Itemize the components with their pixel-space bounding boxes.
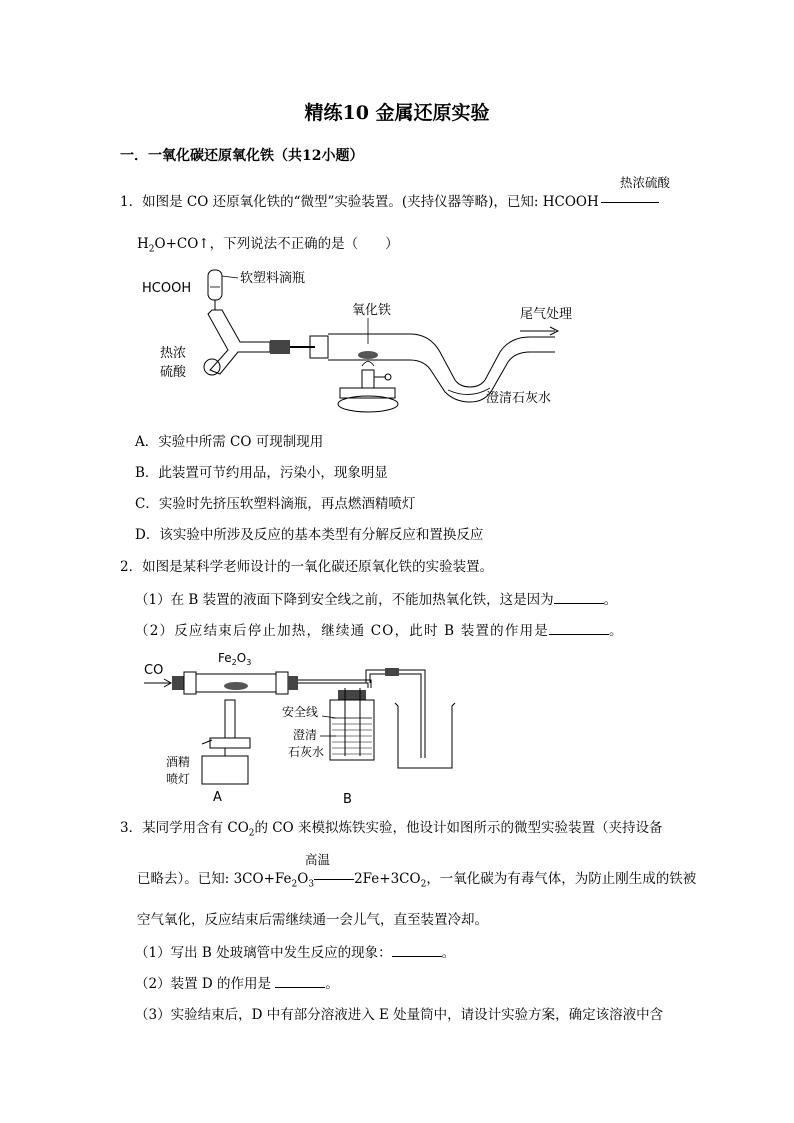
q1-stem-line2: $H_2O+CO↑$，下列说法不正确的是（ ）: [137, 236, 399, 255]
q3-line2-d: ，一氧化碳为有毒气体，为防止刚生成的铁被: [426, 871, 697, 887]
q2-sub1-end: 。: [603, 592, 618, 608]
q1-formula-rest: O+CO↑，下列说法不正确的是（ ）: [154, 236, 399, 252]
fig2-label-b: B: [343, 792, 352, 807]
q1-option-d: D．该实验中所涉及反应的基本类型有分解反应和置换反应: [135, 527, 484, 543]
q2-sub2: [135, 620, 622, 641]
q3-line2-b: O: [297, 871, 309, 887]
fig1-exhaust-label: 尾气处理: [520, 307, 573, 322]
q3-stem-line3: 空气氧化，反应结束后需继续通一会儿气，直至装置冷却。: [137, 912, 488, 928]
fig2-lamp-label-2: 喷灯: [166, 772, 191, 786]
q1-apparatus-figure: [130, 262, 610, 422]
fig2-fe2o3-label: $Fe_2O_3$: [218, 651, 252, 667]
fig2-limewater-label-2: 石灰水: [288, 745, 325, 759]
fig2-limewater-label-1: 澄清: [293, 728, 318, 742]
fig1-hcooh-label: HCOOH: [142, 281, 192, 296]
q3-stem-line1: 3．某同学用含有 $CO_2$的 CO 来模拟炼铁实验，他设计如图所示的微型实验装置（夹持设备: [120, 820, 663, 839]
q1-stem-line1: [120, 192, 659, 212]
q1-option-b: B．此装置可节约用品，污染小，现象明显: [135, 465, 388, 481]
fig1-iron-oxide-label: 氧化铁: [352, 303, 392, 318]
q1-stem-text: 1．如图是 CO 还原氧化铁的“微型”实验装置。(夹持仪器等略)，已知: HCOOH: [120, 194, 599, 210]
q2-sub2-text: （2）反应结束后停止加热，继续通 CO，此时 B 装置的作用是: [135, 623, 549, 639]
q2-sub1-text: （1）在 B 装置的液面下降到安全线之前，不能加热氧化铁，这是因为: [135, 592, 554, 608]
q2-sub2-end: 。: [608, 623, 623, 639]
q2-sub1: [135, 589, 617, 610]
fig2-lamp-label-1: 酒精: [166, 755, 191, 769]
q3-sub1-end: 。: [441, 945, 456, 961]
q3-line2-c: 2Fe+3CO: [354, 871, 421, 887]
reaction-arrow: [601, 202, 659, 203]
q1-option-a: A．实验中所需 CO 可现制现用: [135, 434, 324, 450]
fig2-safety-line-label: 安全线: [282, 705, 319, 719]
page-title: 精练10 金属还原实验: [304, 102, 490, 124]
q3-line2-a: 已略去）。已知: 3CO+Fe: [137, 871, 292, 887]
q3-sub1-blank[interactable]: [392, 942, 442, 957]
q3-reaction-arrow: [314, 879, 354, 880]
fig1-dropper-label: 软塑料滴瓶: [240, 271, 306, 286]
q3-line1-b: 的 CO 来模拟炼铁实验，他设计如图所示的微型实验装置（夹持设备: [254, 820, 663, 836]
q2-stem: 2．如图是某科学老师设计的一氧化碳还原氧化铁的实验装置。: [120, 559, 494, 575]
q2-sub1-blank[interactable]: [554, 589, 604, 604]
q2-sub2-blank[interactable]: [549, 620, 609, 635]
q3-sub1: [135, 942, 455, 963]
fig2-label-a: A: [213, 790, 222, 805]
q1-reaction-condition: 热浓硫酸: [620, 175, 671, 190]
q1-option-c: C．实验时先挤压软塑料滴瓶，再点燃酒精喷灯: [135, 496, 416, 512]
fig1-acid-label-1: 热浓: [160, 346, 187, 361]
q3-sub2-text: （2）装置 D 的作用是: [135, 976, 276, 992]
q3-reaction-condition: 高温: [305, 852, 331, 867]
section-heading: 一．一氧化碳还原氧化铁（共12小题）: [120, 148, 364, 164]
q2-apparatus-figure: [140, 648, 470, 808]
q3-sub1-text: （1）写出 B 处玻璃管中发生反应的现象：: [135, 945, 392, 961]
q3-sub2: [135, 973, 339, 994]
fig1-acid-label-2: 硫酸: [160, 365, 187, 380]
q3-sub2-blank[interactable]: [275, 973, 325, 988]
q3-line1-a: 3．某同学用含有 CO: [120, 820, 249, 836]
q3-stem-line2: 已略去）。已知: $3CO+Fe_2O_3$ $2Fe+3CO_2$，一氧化碳为有毒气体，为防止刚生成的铁被: [137, 871, 697, 890]
fig2-co-label: CO: [144, 663, 164, 678]
q3-sub2-end: 。: [325, 976, 339, 992]
fig1-limewater-label: 澄清石灰水: [486, 391, 552, 406]
q1-formula-h: H: [137, 236, 149, 252]
q3-sub3: （3）实验结束后，D 中有部分溶液进入 E 处量筒中，请设计实验方案，确定该溶液中含: [135, 1007, 664, 1023]
